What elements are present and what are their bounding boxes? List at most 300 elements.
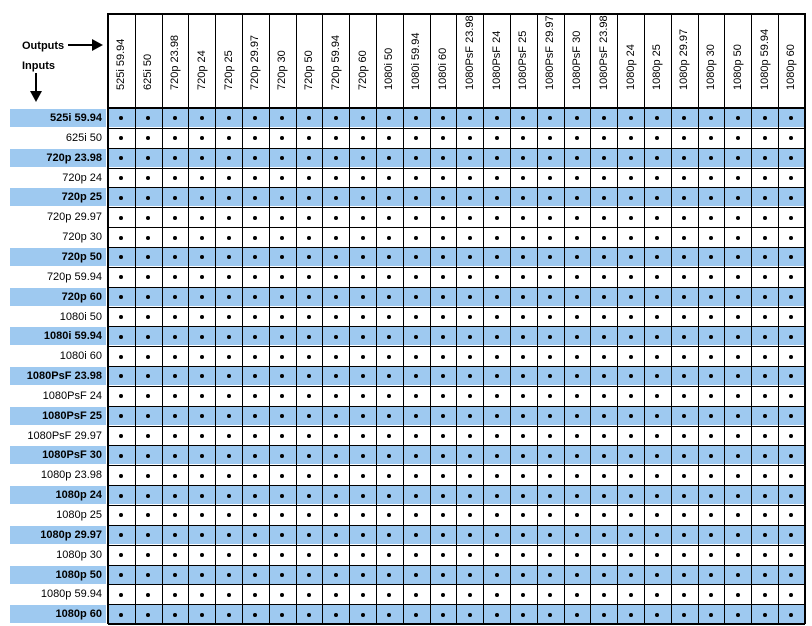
support-dot (387, 553, 391, 557)
support-dot (307, 573, 311, 577)
support-dot (200, 434, 204, 438)
support-dot (763, 315, 767, 319)
support-dot (307, 434, 311, 438)
support-dot (146, 494, 150, 498)
support-dot (709, 494, 713, 498)
support-dot (682, 196, 686, 200)
support-dot (200, 414, 204, 418)
support-dot (575, 434, 579, 438)
input-row-label: 720p 50 (10, 248, 106, 266)
output-header-label: 525i 59.94 (115, 38, 128, 90)
column-line (349, 13, 350, 624)
support-dot (629, 295, 633, 299)
support-dot (361, 533, 365, 537)
support-dot (200, 355, 204, 359)
support-dot (173, 236, 177, 240)
support-dot (361, 136, 365, 140)
input-row-label: 525i 59.94 (10, 109, 106, 127)
support-dot (227, 196, 231, 200)
support-dot (602, 176, 606, 180)
support-dot (468, 156, 472, 160)
support-dot (200, 474, 204, 478)
support-dot (253, 176, 257, 180)
support-dot (495, 533, 499, 537)
input-row-label: 1080p 60 (10, 605, 106, 623)
support-dot (575, 394, 579, 398)
support-dot (709, 434, 713, 438)
output-header (135, 13, 162, 108)
support-dot (441, 513, 445, 517)
support-dot (280, 474, 284, 478)
support-dot (548, 136, 552, 140)
output-header-label: 1080i 60 (436, 47, 449, 90)
support-dot (441, 355, 445, 359)
support-dot (602, 236, 606, 240)
column-line (564, 13, 565, 624)
output-header (564, 13, 591, 108)
support-dot (736, 236, 740, 240)
support-dot (119, 176, 123, 180)
support-dot (521, 136, 525, 140)
support-dot (280, 196, 284, 200)
support-dot (709, 216, 713, 220)
output-header-label: 720p 29.97 (249, 34, 262, 90)
support-dot (495, 414, 499, 418)
column-line (162, 13, 163, 624)
support-dot (334, 454, 338, 458)
column-line (751, 13, 752, 624)
support-dot (414, 196, 418, 200)
support-dot (227, 553, 231, 557)
support-dot (280, 613, 284, 617)
support-dot (334, 275, 338, 279)
support-dot (361, 176, 365, 180)
support-dot (227, 454, 231, 458)
support-dot (629, 176, 633, 180)
support-dot (200, 494, 204, 498)
support-dot (682, 236, 686, 240)
support-dot (200, 156, 204, 160)
support-dot (414, 315, 418, 319)
support-dot (119, 553, 123, 557)
support-dot (280, 355, 284, 359)
support-dot (253, 216, 257, 220)
column-line (242, 13, 243, 624)
support-dot (146, 275, 150, 279)
support-dot (200, 176, 204, 180)
support-dot (495, 156, 499, 160)
support-dot (602, 394, 606, 398)
inputs-label: Inputs (22, 60, 55, 72)
support-dot (468, 295, 472, 299)
support-dot (763, 335, 767, 339)
support-dot (307, 136, 311, 140)
support-dot (709, 136, 713, 140)
support-dot (682, 613, 686, 617)
support-dot (387, 236, 391, 240)
input-row-label: 1080PsF 23.98 (10, 367, 106, 385)
support-dot (602, 573, 606, 577)
row-line (108, 584, 805, 585)
support-dot (280, 176, 284, 180)
support-dot (548, 613, 552, 617)
support-dot (146, 315, 150, 319)
support-dot (548, 216, 552, 220)
output-header (751, 13, 778, 108)
support-dot (414, 355, 418, 359)
input-row-label: 1080PsF 30 (10, 446, 106, 464)
support-dot (763, 553, 767, 557)
support-dot (468, 613, 472, 617)
support-dot (468, 335, 472, 339)
support-dot (334, 176, 338, 180)
row-line (108, 187, 805, 188)
column-line (376, 13, 377, 624)
support-dot (227, 176, 231, 180)
support-dot (736, 613, 740, 617)
support-dot (173, 613, 177, 617)
support-dot (548, 553, 552, 557)
support-dot (414, 176, 418, 180)
output-header-label: 720p 25 (222, 50, 235, 90)
support-dot (441, 494, 445, 498)
support-dot (763, 394, 767, 398)
support-dot (146, 434, 150, 438)
output-header (698, 13, 725, 108)
support-dot (602, 553, 606, 557)
support-dot (709, 394, 713, 398)
support-dot (119, 275, 123, 279)
row-line (108, 168, 805, 169)
output-header (510, 13, 537, 108)
support-dot (602, 275, 606, 279)
support-dot (629, 533, 633, 537)
support-dot (602, 593, 606, 597)
column-line (188, 13, 189, 624)
support-dot (253, 275, 257, 279)
input-row-label: 720p 25 (10, 188, 106, 206)
support-dot (709, 176, 713, 180)
support-dot (495, 216, 499, 220)
support-dot (334, 434, 338, 438)
support-dot (495, 335, 499, 339)
column-line (644, 13, 645, 624)
support-dot (253, 355, 257, 359)
output-header-label: 720p 50 (302, 50, 315, 90)
support-dot (763, 454, 767, 458)
row-line (108, 406, 805, 407)
support-dot (682, 335, 686, 339)
support-dot (441, 196, 445, 200)
support-dot (468, 394, 472, 398)
support-dot (200, 613, 204, 617)
output-header (644, 13, 671, 108)
support-dot (441, 394, 445, 398)
support-dot (146, 196, 150, 200)
row-line (108, 445, 805, 446)
row-line (108, 565, 805, 566)
input-row-label: 1080PsF 29.97 (27, 429, 102, 442)
output-header (376, 13, 403, 108)
support-dot (682, 136, 686, 140)
support-dot (253, 394, 257, 398)
row-line (108, 366, 805, 367)
support-dot (361, 513, 365, 517)
row-line (108, 267, 805, 268)
support-dot (682, 593, 686, 597)
support-dot (736, 315, 740, 319)
output-header-label: 720p 24 (195, 50, 208, 90)
support-dot (280, 136, 284, 140)
support-dot (495, 295, 499, 299)
support-dot (655, 176, 659, 180)
support-dot (736, 494, 740, 498)
support-dot (387, 176, 391, 180)
row-line (108, 545, 805, 546)
support-dot (119, 136, 123, 140)
support-dot (629, 216, 633, 220)
support-dot (736, 176, 740, 180)
support-dot (789, 216, 793, 220)
output-header (108, 13, 135, 108)
support-dot (387, 355, 391, 359)
support-dot (173, 573, 177, 577)
support-dot (548, 513, 552, 517)
row-line (108, 207, 805, 208)
support-dot (173, 454, 177, 458)
support-dot (789, 315, 793, 319)
support-dot (521, 553, 525, 557)
support-dot (119, 216, 123, 220)
support-dot (763, 216, 767, 220)
support-dot (387, 275, 391, 279)
support-dot (307, 176, 311, 180)
output-header (296, 13, 323, 108)
support-dot (736, 275, 740, 279)
output-header (778, 13, 805, 108)
column-line (269, 13, 270, 624)
support-dot (441, 176, 445, 180)
support-dot (548, 315, 552, 319)
output-header (671, 13, 698, 108)
support-dot (361, 355, 365, 359)
row-line (108, 426, 805, 427)
support-dot (709, 355, 713, 359)
support-dot (575, 613, 579, 617)
support-dot (575, 136, 579, 140)
support-dot (468, 414, 472, 418)
support-dot (575, 593, 579, 597)
support-dot (548, 394, 552, 398)
column-line (617, 13, 618, 624)
output-header-label: 1080p 25 (651, 44, 664, 90)
support-dot (146, 553, 150, 557)
support-dot (629, 394, 633, 398)
output-header (456, 13, 483, 108)
support-dot (655, 355, 659, 359)
input-row-label: 1080p 23.98 (40, 469, 102, 482)
support-dot (280, 513, 284, 517)
support-dot (763, 573, 767, 577)
support-dot (387, 315, 391, 319)
row-line (108, 247, 805, 248)
support-dot (200, 196, 204, 200)
support-dot (441, 553, 445, 557)
support-dot (736, 335, 740, 339)
column-line (483, 13, 484, 624)
support-dot (521, 275, 525, 279)
support-dot (629, 315, 633, 319)
support-dot (227, 136, 231, 140)
support-dot (307, 613, 311, 617)
support-dot (763, 196, 767, 200)
output-header-label: 1080p 24 (624, 44, 637, 90)
support-dot (736, 136, 740, 140)
support-dot (414, 236, 418, 240)
support-dot (361, 494, 365, 498)
support-dot (575, 573, 579, 577)
output-header (162, 13, 189, 108)
output-header-label: 1080p 30 (704, 44, 717, 90)
support-dot (602, 513, 606, 517)
support-dot (146, 176, 150, 180)
support-dot (548, 176, 552, 180)
support-dot (200, 275, 204, 279)
column-line (724, 13, 725, 624)
support-dot (146, 613, 150, 617)
support-dot (334, 573, 338, 577)
support-dot (307, 553, 311, 557)
support-dot (414, 136, 418, 140)
support-dot (602, 434, 606, 438)
support-dot (602, 136, 606, 140)
column-line (537, 13, 538, 624)
support-dot (468, 553, 472, 557)
support-dot (763, 513, 767, 517)
support-dot (361, 553, 365, 557)
support-dot (629, 434, 633, 438)
support-dot (253, 513, 257, 517)
support-dot (468, 196, 472, 200)
input-row-label: 625i 50 (65, 131, 102, 144)
support-dot (119, 394, 123, 398)
support-dot (253, 315, 257, 319)
support-dot (334, 613, 338, 617)
support-dot (119, 474, 123, 478)
support-dot (655, 236, 659, 240)
support-dot (655, 216, 659, 220)
support-dot (307, 216, 311, 220)
support-dot (441, 454, 445, 458)
support-dot (334, 295, 338, 299)
support-dot (334, 414, 338, 418)
support-dot (280, 593, 284, 597)
support-dot (736, 593, 740, 597)
support-dot (575, 176, 579, 180)
support-dot (575, 474, 579, 478)
support-dot (521, 315, 525, 319)
support-dot (361, 414, 365, 418)
support-dot (441, 573, 445, 577)
support-dot (736, 434, 740, 438)
support-dot (387, 394, 391, 398)
support-dot (307, 196, 311, 200)
row-line (108, 227, 805, 228)
support-dot (548, 593, 552, 597)
support-dot (736, 573, 740, 577)
output-header-label: 1080p 50 (731, 44, 744, 90)
support-dot (789, 513, 793, 517)
support-dot (495, 593, 499, 597)
support-dot (414, 394, 418, 398)
support-dot (334, 553, 338, 557)
support-dot (173, 136, 177, 140)
support-dot (146, 593, 150, 597)
support-dot (495, 355, 499, 359)
input-row-label: 1080i 50 (59, 310, 102, 323)
support-dot (495, 434, 499, 438)
support-dot (200, 136, 204, 140)
support-dot (200, 394, 204, 398)
input-row-label: 1080p 30 (56, 548, 102, 561)
support-dot (575, 553, 579, 557)
support-dot (307, 355, 311, 359)
support-dot (655, 474, 659, 478)
support-dot (173, 176, 177, 180)
support-dot (119, 513, 123, 517)
support-dot (227, 275, 231, 279)
support-dot (736, 216, 740, 220)
column-line (215, 13, 216, 624)
support-dot (119, 593, 123, 597)
support-dot (280, 315, 284, 319)
support-dot (763, 533, 767, 537)
support-dot (146, 236, 150, 240)
support-dot (789, 474, 793, 478)
support-dot (495, 315, 499, 319)
output-header-label: 1080PsF 23.98 (463, 15, 476, 90)
support-dot (387, 216, 391, 220)
support-dot (361, 216, 365, 220)
support-dot (468, 593, 472, 597)
support-dot (227, 513, 231, 517)
support-dot (495, 275, 499, 279)
support-dot (629, 355, 633, 359)
support-dot (548, 275, 552, 279)
row-line (108, 465, 805, 466)
output-header-label: 625i 50 (142, 53, 155, 90)
grid-border-left (107, 13, 109, 624)
output-header (617, 13, 644, 108)
column-line (698, 13, 699, 624)
support-dot (468, 573, 472, 577)
support-dot (468, 494, 472, 498)
support-dot (709, 454, 713, 458)
support-dot (200, 553, 204, 557)
support-dot (361, 315, 365, 319)
support-dot (227, 295, 231, 299)
support-dot (629, 196, 633, 200)
support-dot (655, 513, 659, 517)
support-dot (789, 553, 793, 557)
support-dot (789, 355, 793, 359)
grid-border-right (804, 13, 806, 624)
support-dot (602, 355, 606, 359)
support-dot (307, 275, 311, 279)
input-row-label: 720p 30 (62, 231, 102, 244)
support-dot (763, 414, 767, 418)
support-dot (146, 474, 150, 478)
